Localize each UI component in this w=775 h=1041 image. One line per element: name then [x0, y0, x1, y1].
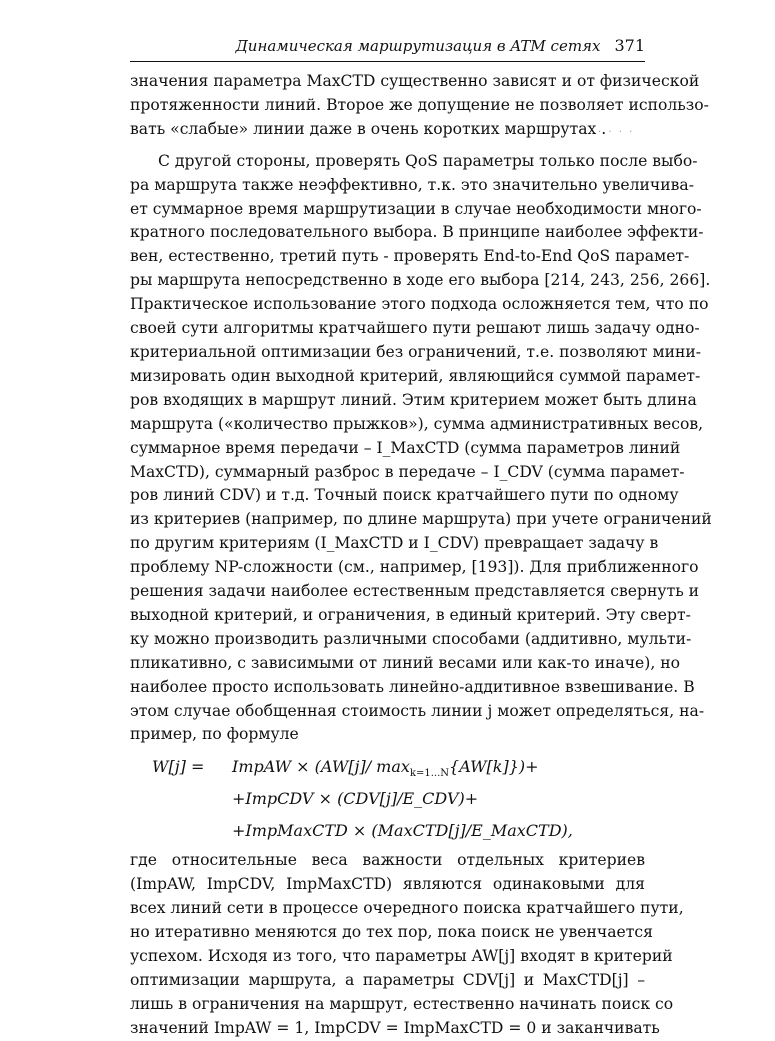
text-line: мизировать один выходной критерий, являющийся суммой парамет-	[130, 366, 701, 385]
text-line: лишь в ограничения на маршрут, естественно начинать поиск со	[130, 994, 674, 1013]
text-line: всех линий сети в процессе очередного поиска кратчайшего пути,	[130, 899, 684, 918]
page-number: 371	[614, 36, 645, 55]
text-line: этом случае обобщенная стоимость линии j может определяться, на-	[130, 701, 705, 720]
header-rule	[130, 61, 645, 62]
text-line: где относительные веса важности отдельных критериев	[130, 851, 645, 870]
paragraph-3	[130, 849, 684, 1040]
running-title: Динамическая маршрутизация в ATM сетях	[235, 37, 601, 55]
text-line: оптимизации маршрута, а параметры CDV[j] и MaxCTD[j] –	[130, 970, 645, 989]
text-line: но итеративно меняются до тех пор, пока поиск не увенчается	[130, 923, 653, 942]
text-line: вать «слабые» линии даже в очень коротких маршрутах .	[130, 119, 607, 138]
text-line: из критериев (например, по длине маршрута) при учете ограничений	[130, 510, 712, 529]
formula-line-3: +ImpMaxCTD × (MaxCTD[j]/E_MaxCTD),	[232, 821, 573, 841]
text-line: по другим критериям (I_MaxCTD и I_CDV) превращает задачу в	[130, 534, 659, 553]
running-head	[130, 36, 645, 55]
text-line: С другой стороны, проверять QoS параметры только после выбо-	[158, 151, 698, 170]
text-line: решения задачи наиболее естественным представляется свернуть и	[130, 582, 700, 601]
text-line: ров входящих в маршрут линий. Этим критерием может быть длина	[130, 390, 697, 409]
text-line: критериальной оптимизации без ограничений, т.е. позволяют мини-	[130, 342, 702, 361]
scan-speckle: . . . .	[598, 124, 635, 135]
paragraph-2	[130, 150, 712, 748]
text-line: ку можно производить различными способами (аддитивно, мульти-	[130, 629, 692, 648]
text-line: ет суммарное время маршрутизации в случае необходимости много-	[130, 199, 702, 218]
text-line: пример, по формуле	[130, 725, 299, 744]
text-line: значений ImpAW = 1, ImpCDV = ImpMaxCTD = 0 и заканчивать	[130, 1018, 660, 1037]
formula-line-2: +ImpCDV × (CDV[j]/E_CDV)+	[232, 789, 479, 809]
text-line: своей сути алгоритмы кратчайшего пути решают лишь задачу одно-	[130, 319, 700, 338]
text-line: MaxCTD), суммарный разброс в передаче – I_CDV (сумма парамет-	[130, 462, 685, 481]
text-line: ры маршрута непосредственно в ходе его выбора [214, 243, 256, 266].	[130, 271, 711, 290]
text-line: протяженности линий. Второе же допущение не позволяет использо-	[130, 95, 709, 114]
text-line: маршрута («количество прыжков»), сумма административных весов,	[130, 414, 704, 433]
body-text	[130, 70, 712, 1041]
formula-line-1: ImpAW × (AW[j]/ $\max_{k=1...N}\{AW[k]\})+$	[232, 757, 539, 780]
text-line: вен, естественно, третий путь - проверять End-to-End QoS парамет-	[130, 247, 690, 266]
text-line: ра маршрута также неэффективно, т.к. это значительно увеличива-	[130, 175, 694, 194]
text-line: наиболее просто использовать линейно-аддитивное взвешивание. В	[130, 677, 695, 696]
text-line: проблему NP-сложности (см., например, [193]). Для приближенного	[130, 558, 699, 577]
text-line: пликативно, с зависимыми от линий весами или как-то иначе), но	[130, 653, 681, 672]
text-line: суммарное время передачи – I_MaxCTD (сумма параметров линий	[130, 438, 681, 457]
text-line: (ImpAW, ImpCDV, ImpMaxCTD) являются одинаковыми для	[130, 875, 645, 894]
text-line: ров линий CDV) и т.д. Точный поиск кратчайшего пути по одному	[130, 486, 679, 505]
text-line: успехом. Исходя из того, что параметры AW[j] входят в критерий	[130, 947, 673, 965]
text-line: выходной критерий, и ограничения, в единый критерий. Эту сверт-	[130, 605, 691, 624]
formula-lhs: W[j] =	[152, 757, 205, 777]
weight-formula	[130, 755, 645, 847]
text-line: значения параметра MaxCTD существенно зависят и от физической	[130, 72, 700, 90]
paragraph-1	[130, 70, 709, 142]
text-line: кратного последовательного выбора. В принципе наиболее эффекти-	[130, 223, 704, 242]
text-line: Практическое использование этого подхода осложняется тем, что по	[130, 295, 709, 314]
